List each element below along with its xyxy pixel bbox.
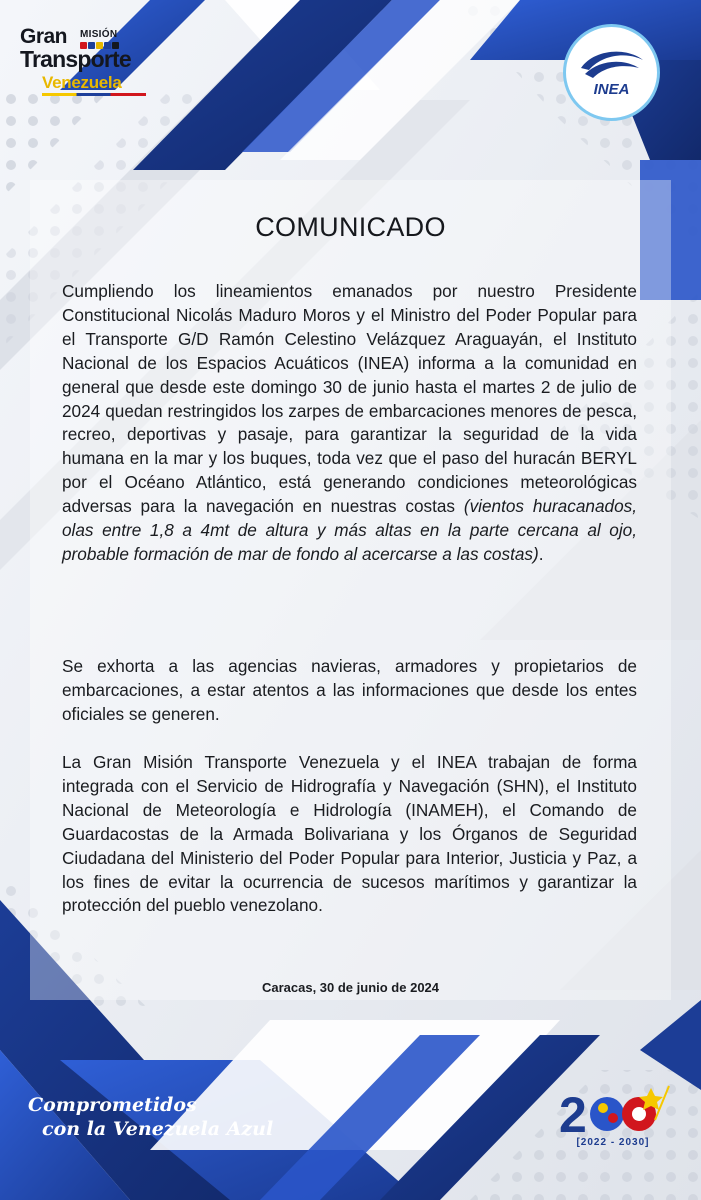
paragraph-1-end: . — [538, 543, 544, 564]
inea-logo — [563, 24, 660, 121]
logo-text-venezuela: Venezuela — [42, 73, 122, 92]
anniversary-emblem — [555, 1080, 670, 1138]
logo-text-gran: Gran — [20, 25, 68, 48]
slogan-line-1: Comprometidos — [28, 1094, 197, 1116]
slogan-line-2: con la Venezuela Azul — [42, 1118, 274, 1140]
document-title: COMUNICADO — [255, 212, 446, 242]
logo-text-mision: MISIÓN — [80, 29, 118, 40]
paragraph-3: La Gran Misión Transporte Venezuela y el INEA trabajan de forma integrada con el Servicio de Hidrografía y Navegación (SHN), el Instituto Nacional de Meteorología e Hidrología (INAMEH), el Comando de Guardacostas de la Armada Bolivariana y los Órganos de Seguridad Ciudadana del Ministerio del Poder Popular para Interior, Justicia y Paz, a los fines de evitar la ocurrencia de sucesos marítimos y garantizar la protección del pueblo venezolano. — [62, 752, 637, 916]
gran-mision-transporte-logo — [20, 26, 148, 98]
paragraph-1-text: Cumpliendo los lineamientos emanados por nuestro Presidente Constitucional Nicolás Maduro Moros y el Ministro del Poder Popular para el Transporte G/D Ramón Celestino Velázquez Araguayán, el Instituto Nacional de los Espacios Acuáticos (INEA) informa a la comunidad en general que desde este domingo 30 de junio hasta el martes 2 de julio de 2024 quedan restringidos los zarpes de embarcaciones menores de pesca, recreo, deportivas y pasaje, para garantizar la seguridad de la vida humana en la mar y los buques, toda vez que el paso del huracán BERYL por el Océano Atlántico, está generando condiciones meteorológicas adversas para la navegación en nuestras costas — [62, 281, 637, 517]
anniversary-years: [2022 - 2030] — [576, 1137, 650, 1148]
date-line: Caracas, 30 de junio de 2024 — [261, 980, 440, 995]
inea-logo-text: INEA — [593, 81, 630, 98]
paragraph-2: Se exhorta a las agencias navieras, armadores y propietarios de embarcaciones, a estar atentos a las informaciones que desde los entes oficiales se generen. — [62, 656, 637, 724]
logo-text-transporte: Transporte — [20, 46, 131, 72]
paragraph-1-italic: (vientos huracanados, olas entre 1,8 a 4mt de altura y más altas en la parte cercana al ojo, probable formación de mar de fondo al acercarse a las costas) — [62, 496, 637, 564]
flag-stripe — [42, 93, 146, 96]
paragraph-1 — [62, 280, 637, 567]
svg-text:2: 2 — [559, 1087, 587, 1138]
slogan — [24, 1090, 284, 1150]
anniversary-logo — [555, 1080, 670, 1160]
